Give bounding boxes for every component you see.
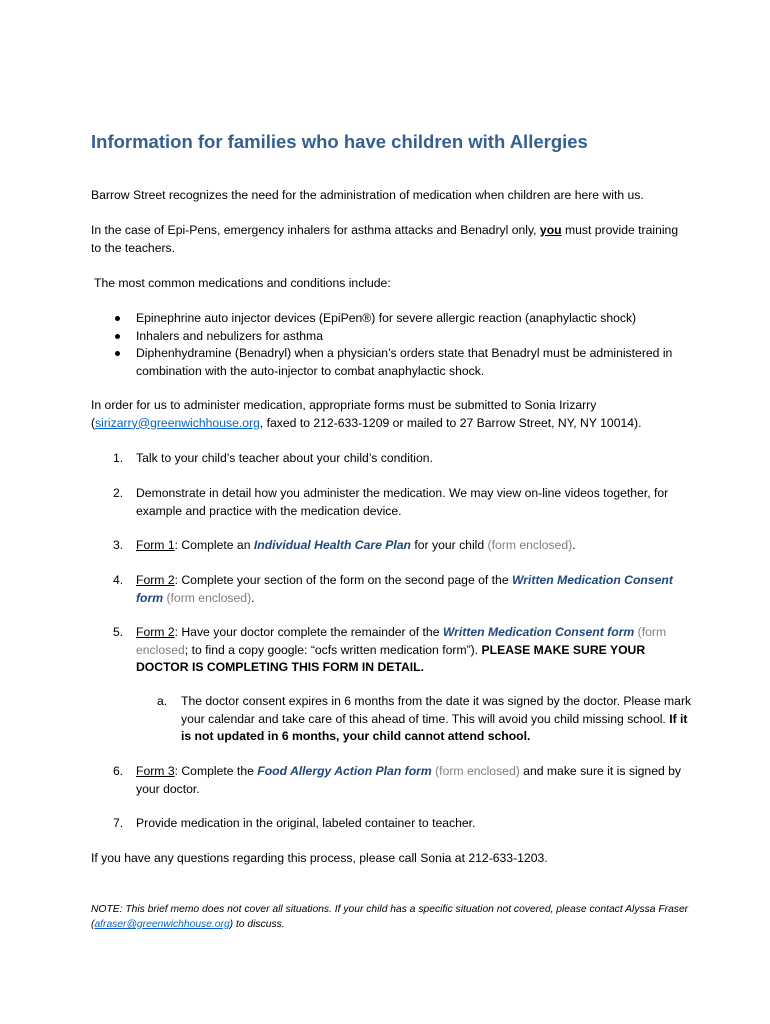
- step-2: 2. Demonstrate in detail how you administer the medication. We may view on-line videos together, for example and practice with the medication device.: [113, 486, 669, 518]
- step-7: 7. Provide medication in the original, labeled container to teacher.: [113, 816, 476, 830]
- forms-paragraph: In order for us to administer medication, appropriate forms must be submitted to Sonia Irizarry (sirizarry@greenwichhouse.org, faxed to 212-633-1209 or mailed to 27 Barrow Street, NY, NY 10014).: [91, 398, 642, 430]
- step-5: 5. Form 2: Have your doctor complete the remainder of the Written Medication Consent form (form enclosed; to find a copy google: “ocfs written medication form”). PLEASE MAKE SURE YOUR DOCTOR IS COMPLETING THIS FORM IN DETAIL.: [113, 625, 667, 675]
- form-name: Individual Health Care Plan: [253, 538, 411, 552]
- you-emphasis: you: [539, 223, 562, 237]
- step-1: 1. Talk to your child’s teacher about your child’s condition.: [113, 451, 433, 465]
- step-3: 3. Form 1: Complete an Individual Health Care Plan for your child (form enclosed).: [113, 538, 576, 552]
- bullet-icon: [115, 351, 120, 356]
- doctor-warning: PLEASE MAKE SURE YOUR DOCTOR IS COMPLETING THIS FORM IN DETAIL.: [136, 642, 646, 675]
- form-2-label: Form 2: [136, 573, 175, 587]
- form-enclosed-note: (form enclosed): [431, 764, 520, 778]
- attendance-warning: If it is not updated in 6 months, your child cannot attend school.: [181, 711, 688, 744]
- bullet-icon: [115, 334, 120, 339]
- questions-paragraph: If you have any questions regarding this process, please call Sonia at 212-633-1203.: [91, 851, 548, 865]
- form-enclosed-note: (form enclosed): [163, 590, 252, 605]
- footer-note: NOTE: This brief memo does not cover all situations. If your child has a specific situation not covered, please contact Alyssa Fraser (afraser@greenwichhouse.org) to discuss.: [91, 904, 689, 930]
- step-4: 4. Form 2: Complete your section of the form on the second page of the Written Medication Consent form (form enclosed).: [113, 573, 673, 605]
- form-1-label: Form 1: [136, 538, 175, 552]
- list-item: Diphenhydramine (Benadryl) when a physician’s orders state that Benadryl must be administered in combination with the auto-injector to combat anaphylactic shock.: [91, 345, 691, 380]
- training-paragraph: In the case of Epi-Pens, emergency inhalers for asthma attacks and Benadryl only, you must provide training to the teachers.: [91, 223, 679, 255]
- step-5a: a. The doctor consent expires in 6 months from the date it was signed by the doctor. Please mark your calendar and take care of this ahead of time. This will avoid you child missing school. If it is not updated in 6 months, your child cannot attend school.: [157, 694, 692, 744]
- bullet-icon: [115, 316, 120, 321]
- form-name: Food Allergy Action Plan form: [257, 764, 432, 778]
- email-link-sirizarry[interactable]: sirizarry@greenwichhouse.org: [95, 415, 260, 430]
- list-item: Epinephrine auto injector devices (EpiPen®) for severe allergic reaction (anaphylactic shock): [91, 310, 691, 328]
- form-3-label: Form 3: [136, 764, 175, 778]
- page-title: Information for families who have children with Allergies: [91, 131, 588, 152]
- form-enclosed-note: (form enclosed): [487, 538, 573, 552]
- intro-paragraph: Barrow Street recognizes the need for the administration of medication when children are here with us.: [91, 188, 644, 202]
- step-6: 6. Form 3: Complete the Food Allergy Action Plan form (form enclosed) and make sure it is signed by your doctor.: [113, 764, 682, 796]
- form-name: Written Medication Consent form: [136, 573, 673, 605]
- medication-list: [91, 310, 691, 380]
- form-enclosed-note: (form enclosed: [136, 625, 667, 657]
- form-2-label: Form 2: [136, 625, 175, 639]
- list-item: Inhalers and nebulizers for asthma: [91, 328, 691, 346]
- common-heading: The most common medications and conditions include:: [94, 276, 391, 290]
- email-link-afraser[interactable]: afraser@greenwichhouse.org: [94, 919, 230, 930]
- form-name: Written Medication Consent form: [442, 625, 635, 639]
